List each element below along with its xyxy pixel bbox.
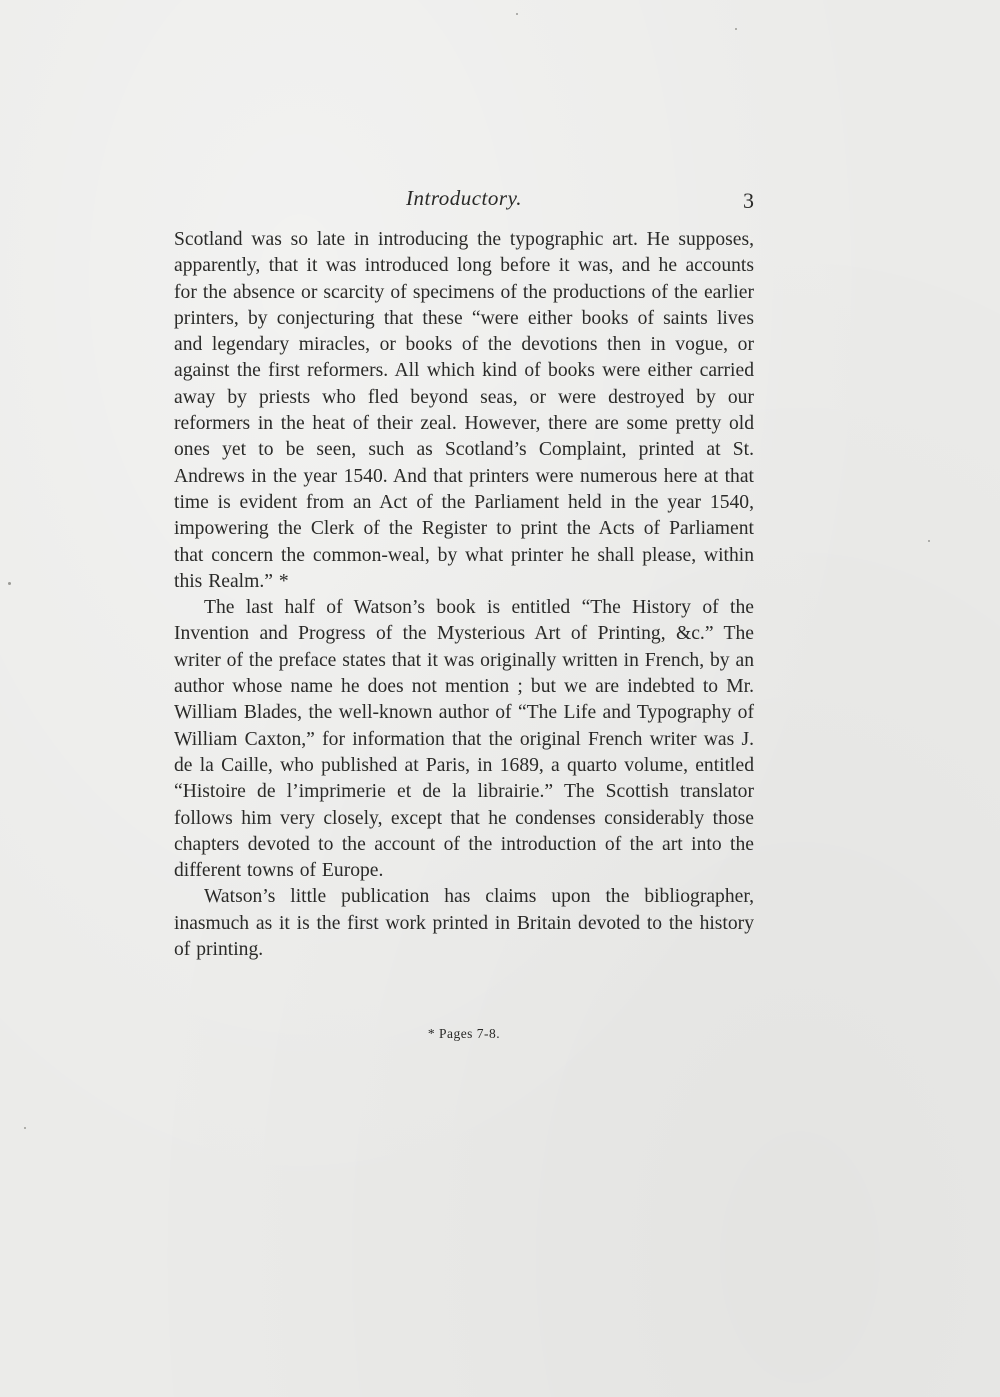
paper-speck	[8, 582, 11, 585]
running-title: Introductory.	[406, 186, 522, 210]
paragraph-2: The last half of Watson’s book is entitled “The History of the Invention and Progress of the Mysterious Art of Printing, &c.” The writer of the preface states that it was originally written in French, by an author whose name he does not mention ; but we are indebted to Mr. William Blades, the well-known author of “The Life and Typography of William Caxton,” for information that the original French writer was J. de la Caille, who published at Paris, in 1689, a quarto volume, entitled “Histoire de l’imprimerie et de la librairie.” The Scottish translator follows him very closely, except that he condenses considerably those chapters devoted to the account of the introduction of the art into the different towns of Europe.	[174, 597, 754, 882]
paragraph-1: Scotland was so late in introducing the typographic art. He supposes, apparently, that it was introduced long before it was, and he accounts for the absence or scarcity of specimens of the productions of the earlier printers, by conjecturing that these “were either books of saints lives and legendary miracles, or books of the devotions then in vogue, or against the first reformers. All which kind of books were either carried away by priests who fled beyond seas, or were destroyed by our reformers in the heat of their zeal. However, there are some pretty old ones yet to be seen, such as Scotland’s Complaint, printed at St. Andrews in the year 1540. And that printers were numerous here at that time is evident from an Act of the Parliament held in the year 1540, impowering the Clerk of the Register to print the Acts of Parliament that concern the common-weal, by what printer he shall please, within this Realm.” *	[174, 229, 754, 592]
paragraph-3: Watson’s little publication has claims upon the bibliographer, inasmuch as it is the first work printed in Britain devoted to the history of printing.	[174, 886, 754, 961]
paper-speck	[24, 1127, 26, 1129]
footnote: * Pages 7-8.	[427, 1026, 501, 1041]
paper-speck	[516, 13, 518, 15]
body-text	[174, 227, 754, 963]
paper-speck	[928, 540, 930, 542]
paper-speck	[735, 28, 737, 30]
page-number: 3	[743, 188, 754, 213]
page-header	[174, 186, 754, 216]
